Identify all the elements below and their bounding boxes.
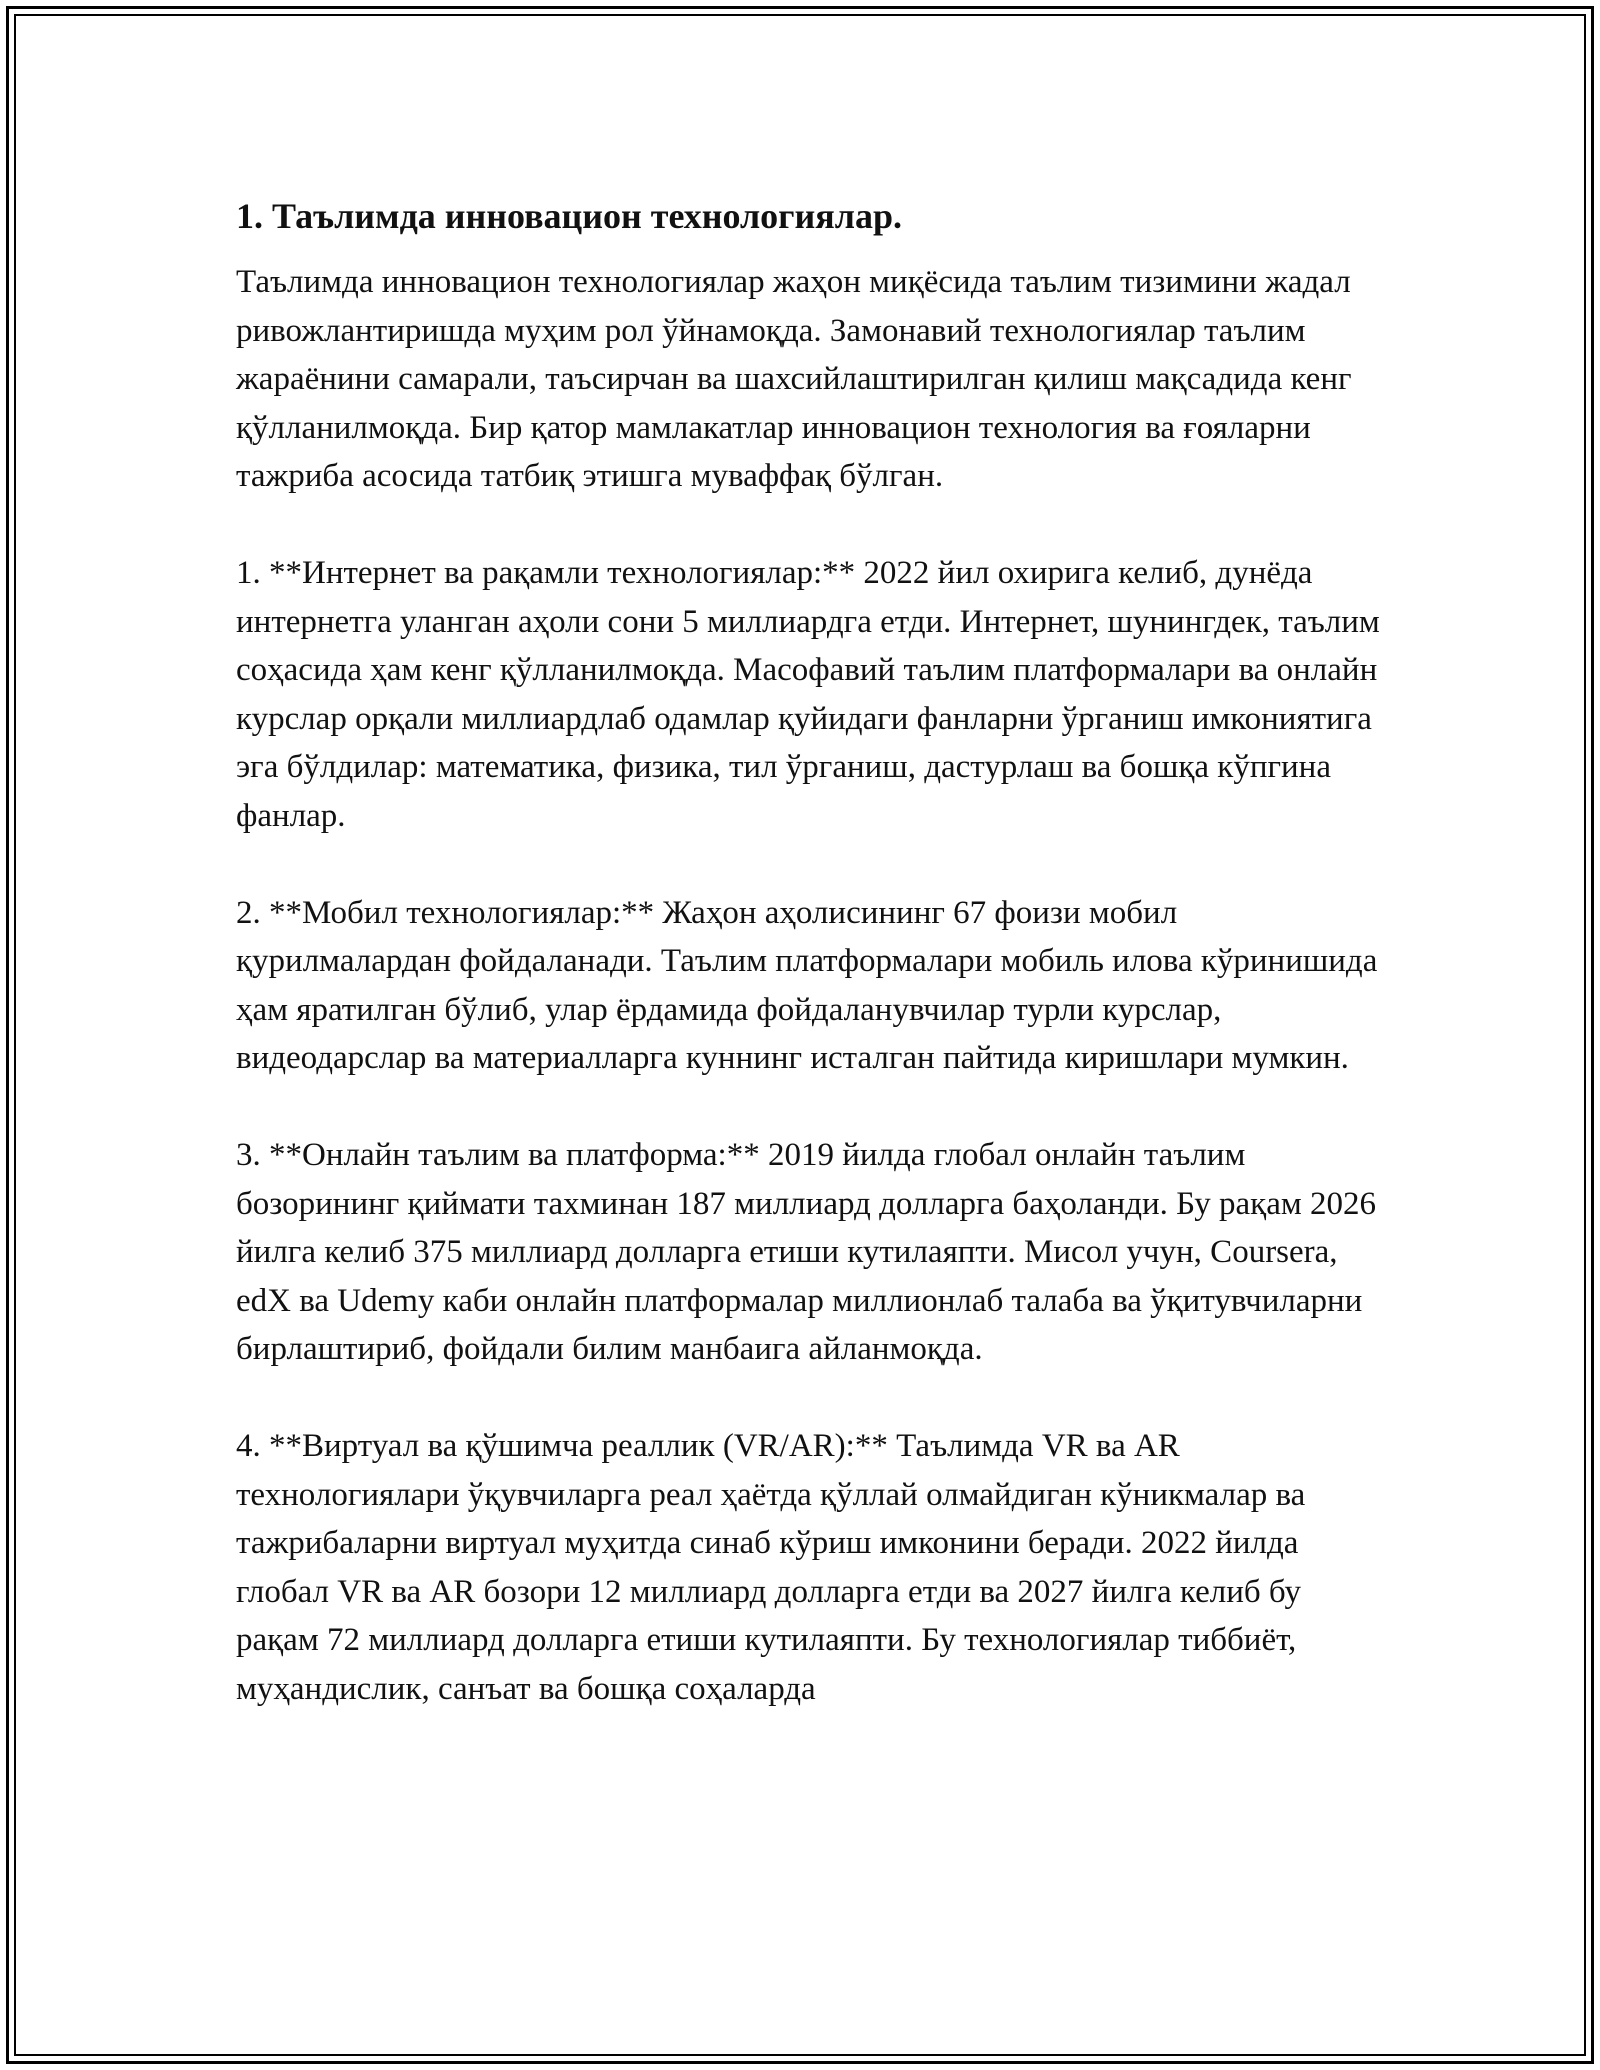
- paragraph-online: 3. **Онлайн таълим ва платформа:** 2019 йилда глобал онлайн таълим бозорининг қиймати тахминан 187 миллиард долларга баҳоланди. Бу рақам 2026 йилга келиб 375 миллиард долларга етиши кутилаяпти. Мисол учун, Coursera, edX ва Udemy каби онлайн платформалар миллионлаб талаба ва ўқитувчиларни бирлаштириб, фойдали билим манбаига айланмоқда.: [236, 1137, 1376, 1367]
- document-body: [236, 188, 1386, 1713]
- paragraph-mobile: 2. **Мобил технологиялар:** Жаҳон аҳолисининг 67 фоизи мобил қурилмалардан фойдаланади. Таълим платформалари мобиль илова кўринишида ҳам яратилган бўлиб, улар ёрдамида фойдаланувчилар турли курслар, видеодарслар ва материалларга куннинг исталган пайтида киришлари мумкин.: [236, 894, 1378, 1076]
- paragraph-vr-ar: 4. **Виртуал ва қўшимча реаллик (VR/AR):** Таълимда VR ва AR технологиялари ўқувчиларга реал ҳаётда қўллай олмайдиган кўникмалар ва тажрибаларни виртуал муҳитда синаб кўриш имконини беради. 2022 йилда глобал VR ва AR бозори 12 миллиард долларга етди ва 2027 йилга келиб бу рақам 72 миллиард долларга етиши кутилаяпти. Бу технологиялар тиббиёт, муҳандислик, санъат ва бошқа соҳаларда: [236, 1428, 1306, 1707]
- paragraph-internet: 1. **Интернет ва рақамли технологиялар:** 2022 йил охирига келиб, дунёда интернетга уланган аҳоли сони 5 миллиардга етди. Интернет, шунингдек, таълим соҳасида ҳам кенг қўлланилмоқда. Масофавий таълим платформалари ва онлайн курслар орқали миллиардлаб одамлар қуйидаги фанларни ўрганиш имкониятига эга бўлдилар: математика, физика, тил ўрганиш, дастурлаш ва бошқа кўпгина фанлар.: [236, 555, 1380, 834]
- intro-paragraph: Таълимда инновацион технологиялар жаҳон миқёсида таълим тизимини жадал ривожлантиришда муҳим рол ўйнамоқда. Замонавий технологиялар таълим жараёнини самарали, таъсирчан ва шахсийлаштирилган қилиш мақсадида кенг қўлланилмоқда. Бир қатор мамлакатлар инновацион технология ва ғояларни тажриба асосида татбиқ этишга муваффақ бўлган.: [236, 264, 1352, 494]
- page-title: 1. Таълимда инновацион технологиялар.: [236, 196, 902, 236]
